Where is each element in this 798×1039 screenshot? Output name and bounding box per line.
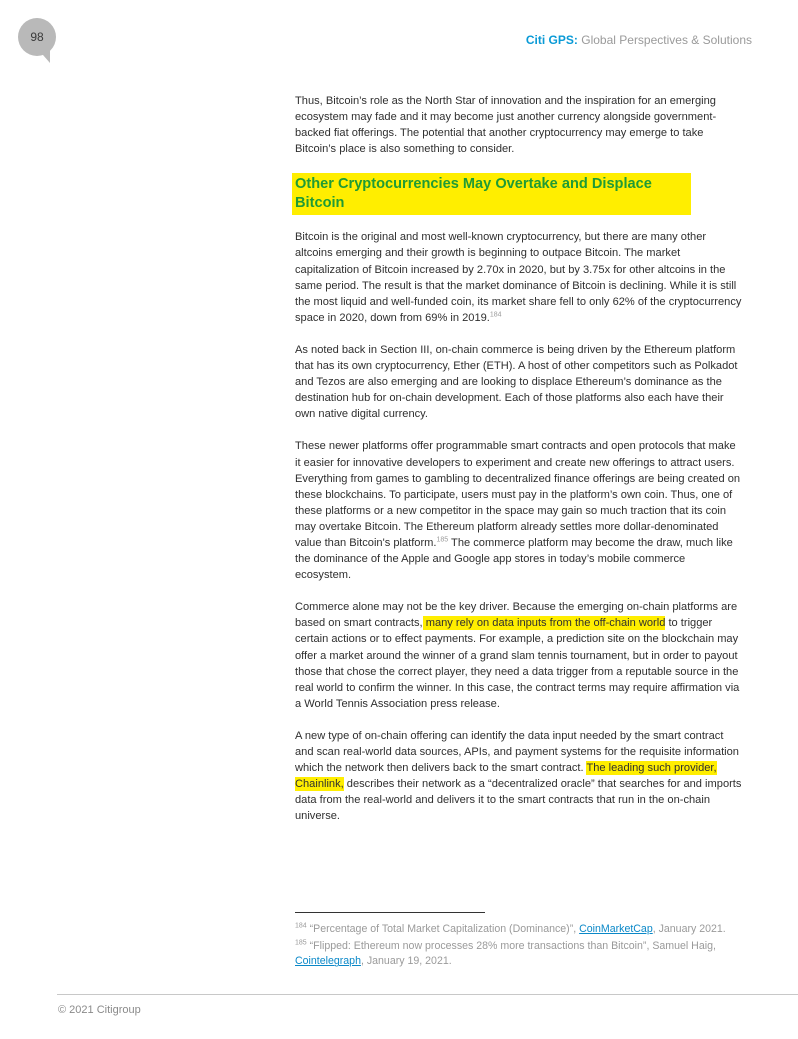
- paragraph-3-text-b: The commerce platform may become the draw, much like the dominance of the Apple and Google app stores in today’s mobile commerce ecosystem.: [295, 536, 733, 582]
- paragraph-3: [295, 438, 743, 583]
- paragraph-4-text-b: to trigger certain actions or to effect payments. For example, a prediction site on the blockchain may offer a market around the winner of a grand slam tennis tournament, but in order to payout those that chose the correct player, they need a data trigger from a reputable source in the real world to confirm the winner. In this case, the contract terms may require affirmation via a World Tennis Association press release.: [295, 617, 740, 710]
- report-header: [526, 33, 752, 47]
- paragraph-3-text-a: These newer platforms offer programmable smart contracts and open protocols that make it easier for innovative developers to experiment and create new offerings to attract users. Everything from games to gambling to decentralized finance offerings are being created on these blockchains. To participate, users must pay in the platform’s own coin. Thus, one of these platforms or a new competitor in the space may gain so much traction that its coin may overtake Bitcoin. The Ethereum platform already settles more dollar-denominated value than Bitcoin's platform.: [295, 440, 741, 549]
- footnote-number: 184: [295, 922, 307, 930]
- copyright-notice: © 2021 Citigroup: [58, 1004, 141, 1016]
- footnote-text: , January 2021.: [652, 923, 726, 935]
- page-number-badge: 98: [18, 18, 56, 56]
- paragraph-1-text: Bitcoin is the original and most well-known cryptocurrency, but there are many other altcoins emerging and their growth is beginning to outpace Bitcoin. The market capitalization of Bitcoin increased by 2.70x in 2020, but by 3.75x for other altcoins in the same period. The result is that the market dominance of Bitcoin is declining. While it is still the most liquid and well-funded coin, its market share fell to only 62% of the cryptocurrency space in 2020, down from 69% in 2019.: [295, 231, 742, 324]
- footnote-text: , January 19, 2021.: [360, 955, 452, 968]
- coinmarketcap-link[interactable]: CoinMarketCap: [579, 923, 653, 935]
- page-badge-tail: [36, 47, 50, 63]
- section-heading: Other Cryptocurrencies May Overtake and Displace Bitcoin: [292, 173, 691, 215]
- brand-tagline: Global Perspectives & Solutions: [577, 33, 752, 47]
- footnote-185: [295, 939, 735, 969]
- highlight-off-chain-data: many rely on data inputs from the off-chain world: [422, 617, 666, 630]
- footnotes: [295, 922, 735, 972]
- main-content: [295, 93, 743, 840]
- intro-paragraph: Thus, Bitcoin’s role as the North Star of innovation and the inspiration for an emerging ecosystem may fade and it may become just another currency alongside government-backed fiat offerings. The potential that another cryptocurrency may emerge to take Bitcoin’s place is also something to consider.: [295, 95, 717, 156]
- paragraph-5: [295, 728, 743, 825]
- paragraph-4-text-a: Commerce alone may not be the key driver. Because the emerging on-chain platforms are based on smart contracts,: [295, 601, 738, 630]
- highlight-chainlink: The leading such provider, Chainlink,: [295, 762, 717, 791]
- paragraph-4: [295, 599, 743, 712]
- brand-name: Citi GPS:: [525, 33, 578, 47]
- paragraph-1: [295, 229, 743, 326]
- paragraph-5-text-a: A new type of on-chain offering can identify the data input needed by the smart contract and scan real-world data sources, APIs, and payment systems for the requisite information which the network then delivers back to the smart contract.: [295, 729, 739, 775]
- paragraph-5-text-b: describes their network as a “decentralized oracle” that searches for and imports data from the real-world and delivers it to the smart contracts that run in the on-chain universe.: [295, 778, 742, 823]
- footer-divider: [57, 994, 798, 995]
- footnote-ref-185[interactable]: 185: [436, 536, 449, 544]
- cointelegraph-link[interactable]: Cointelegraph: [295, 955, 361, 968]
- footnote-number: 185: [295, 939, 307, 947]
- footnote-text: “Percentage of Total Market Capitalization (Dominance)”,: [306, 923, 580, 935]
- footnote-ref-184[interactable]: 184: [489, 311, 502, 319]
- footnote-184: [295, 922, 735, 937]
- footnote-text: “Flipped: Ethereum now processes 28% more transactions than Bitcoin”, Samuel Haig,: [306, 940, 716, 953]
- paragraph-2: As noted back in Section III, on-chain commerce is being driven by the Ethereum platform that has its own cryptocurrency, Ether (ETH). A host of other competitors such as Polkadot and Tezos are also emerging and are looking to displace Ethereum’s dominance as the destination hub for on-chain development. Each of those platforms also each have their own native digital currency.: [295, 343, 738, 421]
- footnote-separator: [295, 912, 485, 913]
